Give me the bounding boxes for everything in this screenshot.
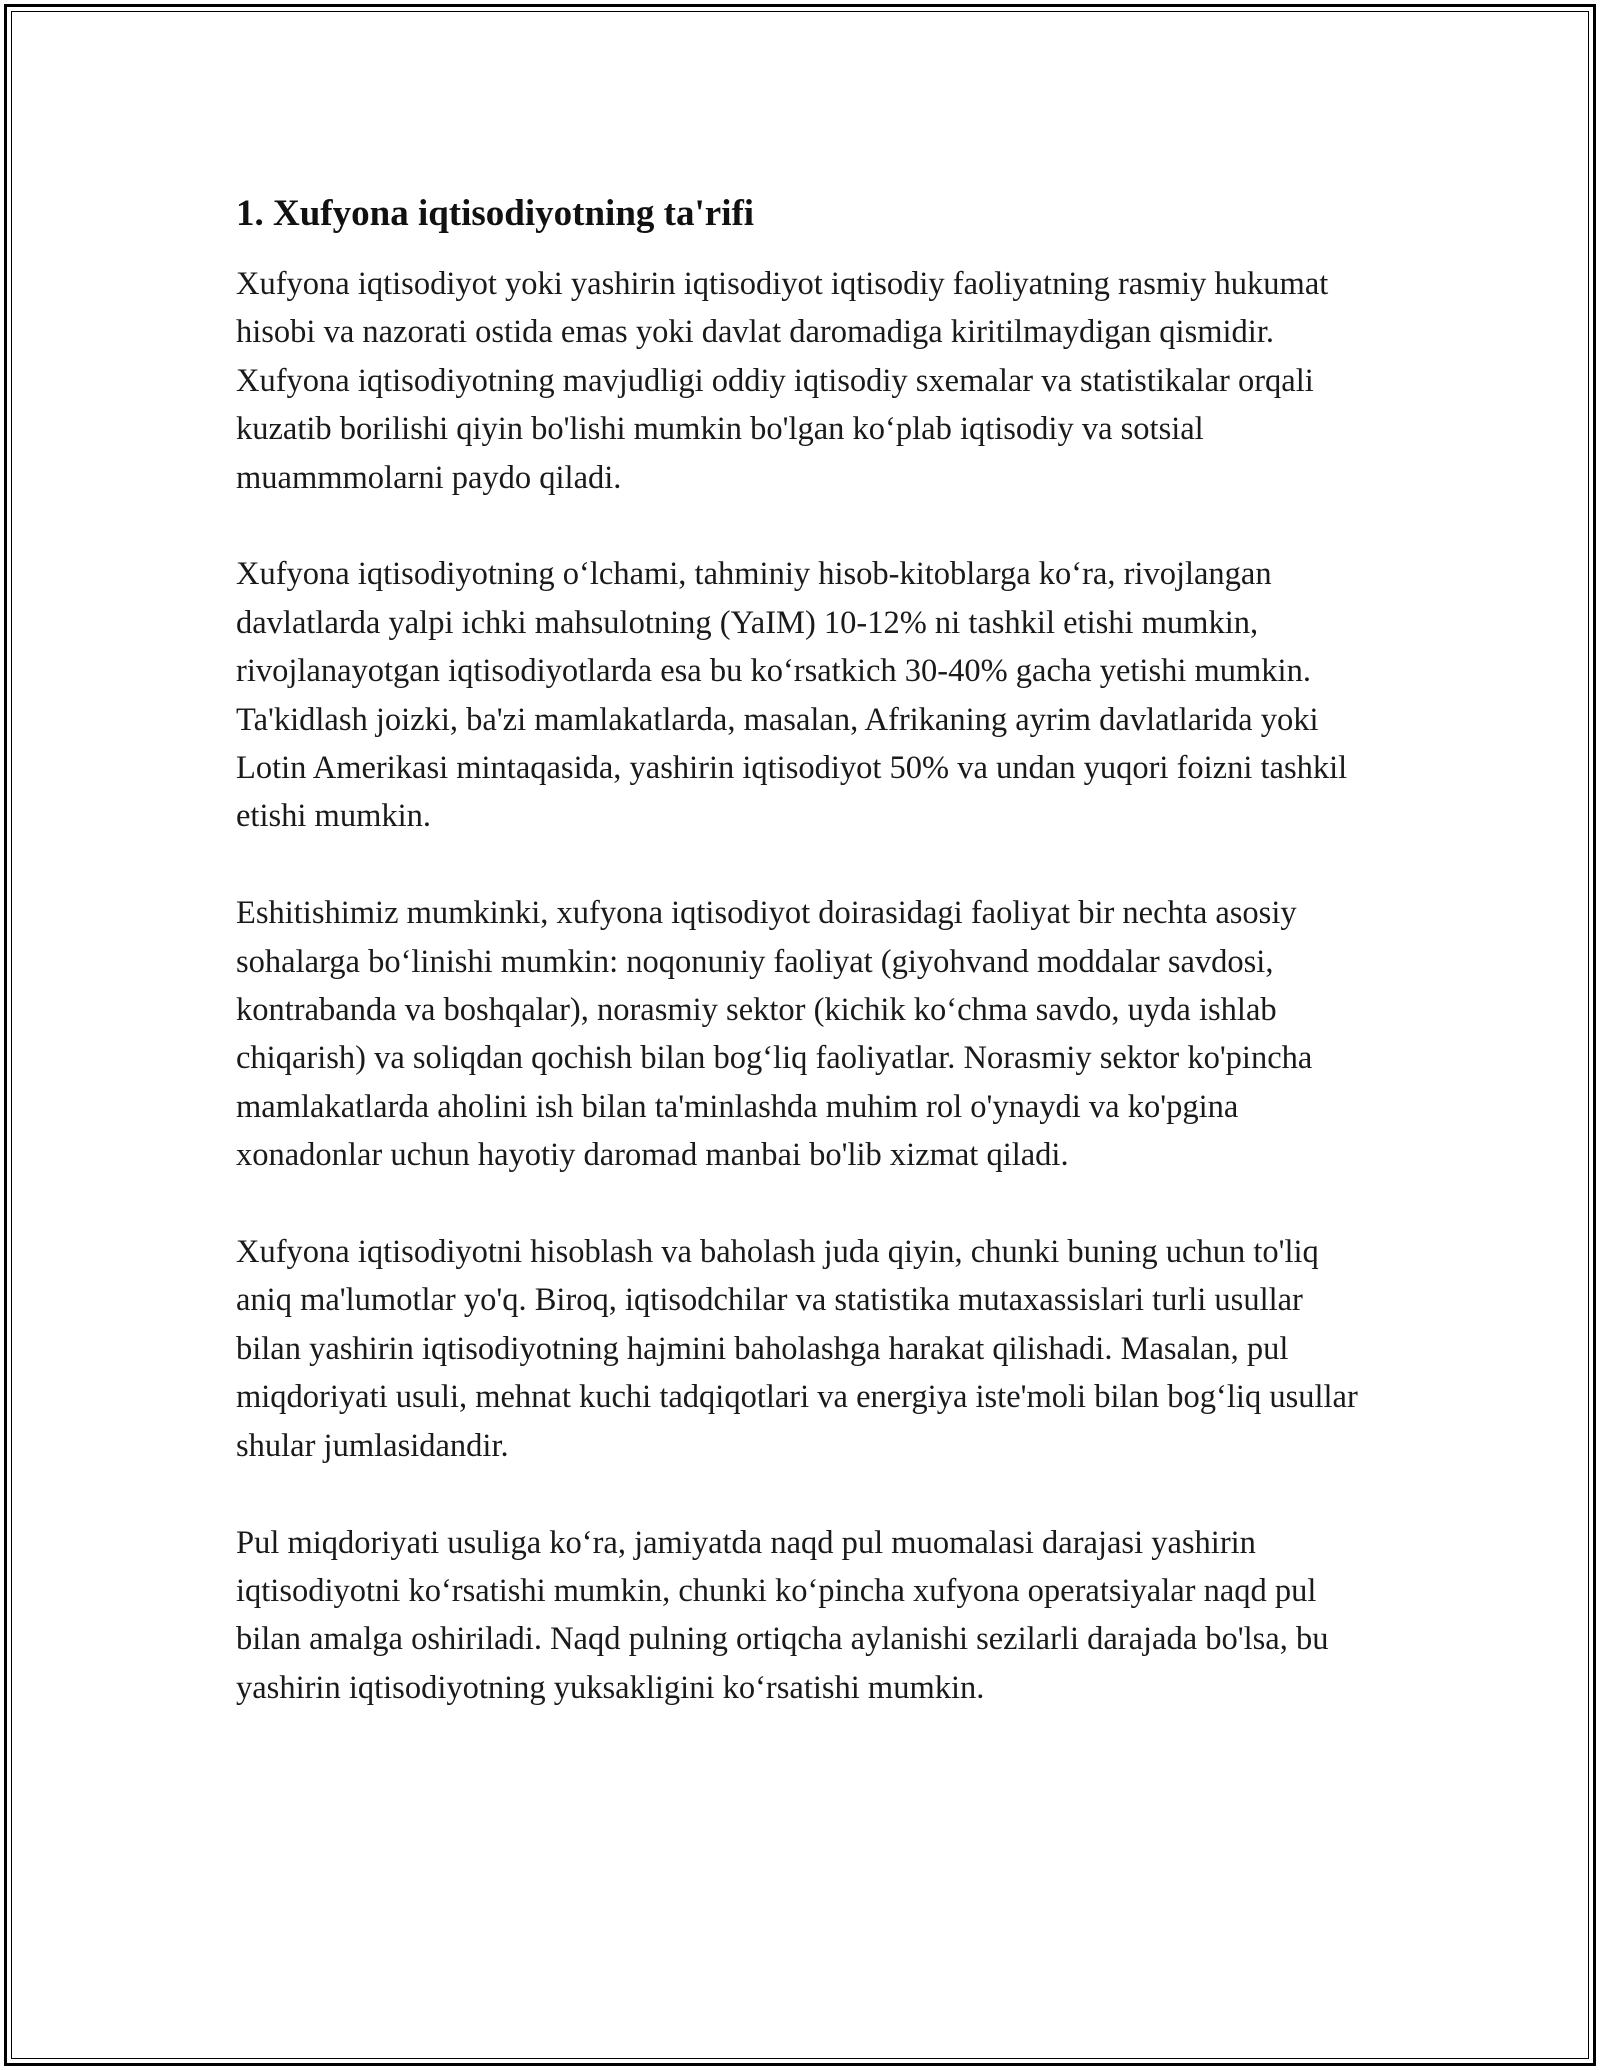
paragraph-2: Xufyona iqtisodiyotning o‘lchami, tahminiy hisob-kitoblarga ko‘ra, rivojlangan davlatlarda yalpi ichki mahsulotning (YaIM) 10-12% ni tashkil etishi mumkin, rivojlanayotgan iqtisodiyotlarda esa bu ko‘rsatkich 30-40% gacha yetishi mumkin. Ta'kidlash joizki, ba'zi mamlakatlarda, masalan, Afrikaning ayrim davlatlarida yoki Lotin Amerikasi mintaqasida, yashirin iqtisodiyot 50% va undan yuqori foizni tashkil etishi mumkin.	[236, 556, 1348, 835]
document-body	[236, 190, 1366, 1761]
paragraph-3: Eshitishimiz mumkinki, xufyona iqtisodiyot doirasidagi faoliyat bir nechta asosiy sohalarga bo‘linishi mumkin: noqonuniy faoliyat (giyohvand moddalar savdosi, kontrabanda va boshqalar), norasmiy sektor (kichik ko‘chma savdo, uyda ishlab chiqarish) va soliqdan qochish bilan bog‘liq faoliyatlar. Norasmiy sektor ko'pincha mamlakatlarda aholini ish bilan ta'minlashda muhim rol o'ynaydi va ko'pgina xonadonlar uchun hayotiy daromad manbai bo'lib xizmat qiladi.	[236, 895, 1313, 1174]
paragraph-4: Xufyona iqtisodiyotni hisoblash va baholash juda qiyin, chunki buning uchun to'liq aniq ma'lumotlar yo'q. Biroq, iqtisodchilar va statistika mutaxassislari turli usullar bilan yashirin iqtisodiyotning hajmini baholashga harakat qilishadi. Masalan, pul miqdoriyati usuli, mehnat kuchi tadqiqotlari va energiya iste'moli bilan bog‘liq usullar shular jumlasidandir.	[236, 1234, 1358, 1464]
paragraph-1: Xufyona iqtisodiyot yoki yashirin iqtisodiyot iqtisodiy faoliyatning rasmiy hukumat hisobi va nazorati ostida emas yoki davlat daromadiga kiritilmaydigan qismidir. Xufyona iqtisodiyotning mavjudligi oddiy iqtisodiy sxemalar va statistikalar orqali kuzatib borilishi qiyin bo'lishi mumkin bo'lgan ko‘plab iqtisodiy va sotsial muammmolarni paydo qiladi.	[236, 266, 1329, 496]
section-heading: 1. Xufyona iqtisodiyotning ta'rifi	[236, 193, 755, 234]
paragraph-5: Pul miqdoriyati usuliga ko‘ra, jamiyatda naqd pul muomalasi darajasi yashirin iqtisodiyotni ko‘rsatishi mumkin, chunki ko‘pincha xufyona operatsiyalar naqd pul bilan amalga oshiriladi. Naqd pulning ortiqcha aylanishi sezilarli darajada bo'lsa, bu yashirin iqtisodiyotning yuksakligini ko‘rsatishi mumkin.	[236, 1524, 1329, 1706]
